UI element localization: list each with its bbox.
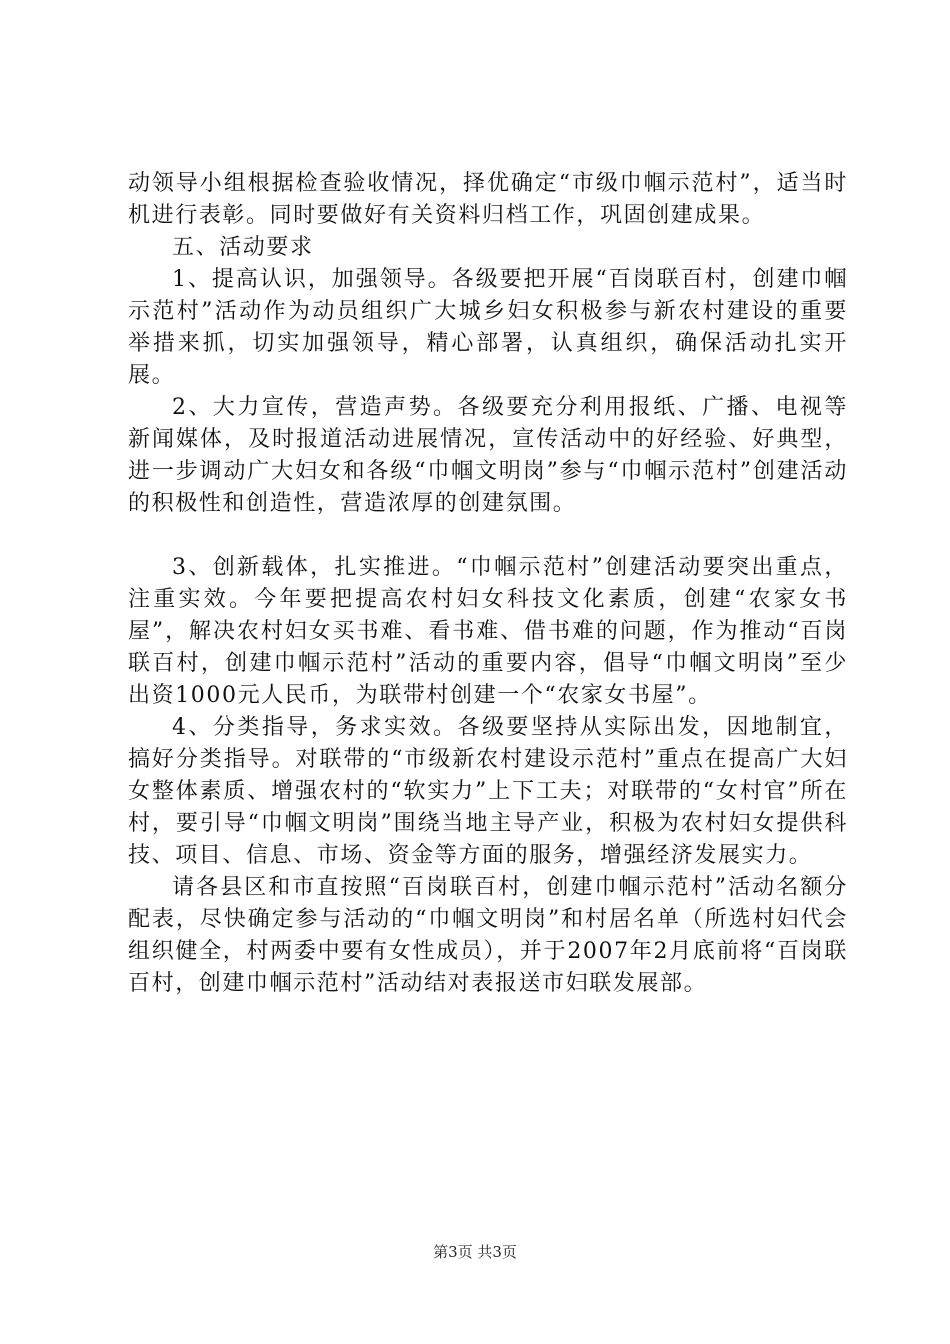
- paragraph-requirement-3: 3、创新载体，扎实推进。“巾帼示范村”创建活动要突出重点，注重实效。今年要把提高农村妇女科技文化素质，创建“农家女书屋”，解决农村妇女买书难、看书难、借书难的问题，作为推动“百岗联百村，创建巾帼示范村”活动的重要内容，倡导“巾帼文明岗”至少出资1000元人民币，为联带村创建一个“农家女书屋”。: [128, 555, 848, 708]
- paragraph-closing-request: 请各县区和市直按照“百岗联百村，创建巾帼示范村”活动名额分配表，尽快确定参与活动的“巾帼文明岗”和村居名单（所选村妇代会组织健全，村两委中要有女性成员），并于2007年2月底前将“百岗联百村，创建巾帼示范村”活动结对表报送市妇联发展部。: [128, 875, 848, 996]
- paragraph-requirement-2: 2、大力宣传，营造声势。各级要充分利用报纸、广播、电视等新闻媒体，及时报道活动进展情况，宣传活动中的好经验、好典型，进一步调动广大妇女和各级“巾帼文明岗”参与“巾帼示范村”创建活动的积极性和创造性，营造浓厚的创建氛围。: [128, 395, 848, 516]
- section-heading: 五、活动要求: [172, 235, 314, 260]
- document-body: [128, 168, 848, 1000]
- paragraph-requirement-1: 1、提高认识，加强领导。各级要把开展“百岗联百村，创建巾帼示范村”活动作为动员组织广大城乡妇女积极参与新农村建设的重要举措来抓，切实加强领导，精心部署，认真组织，确保活动扎实开展。: [128, 267, 848, 388]
- page-footer: 第3页 共3页: [433, 1243, 517, 1261]
- paragraph-requirement-4: 4、分类指导，务求实效。各级要坚持从实际出发，因地制宜，搞好分类指导。对联带的“市级新农村建设示范村”重点在提高广大妇女整体素质、增强农村的“软实力”上下工夫；对联带的“女村官”所在村，要引导“巾帼文明岗”围绕当地主导产业，积极为农村妇女提供科技、项目、信息、市场、资金等方面的服务，增强经济发展实力。: [128, 715, 848, 868]
- paragraph-continued: 动领导小组根据检查验收情况，择优确定“市级巾帼示范村”，适当时机进行表彰。同时要做好有关资料归档工作，巩固创建成果。: [128, 171, 848, 228]
